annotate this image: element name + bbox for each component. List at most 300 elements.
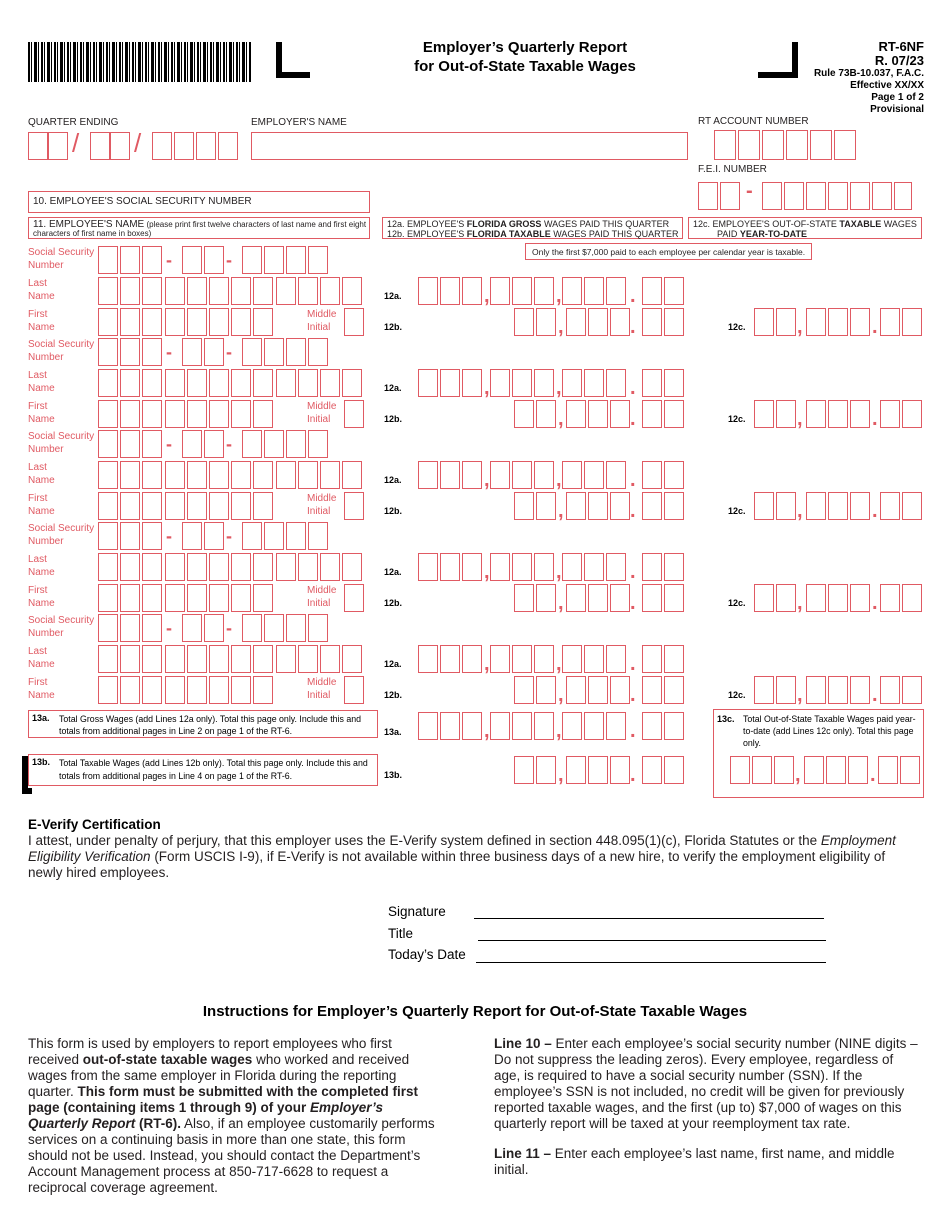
form-rule: Rule 73B-10.037, F.A.C. bbox=[813, 68, 924, 79]
line-11-instruction: Line 11 – Enter each employee’s last name, first name, and middle initial. bbox=[494, 1146, 895, 1177]
line-12c-label: 12c. bbox=[728, 414, 746, 424]
character-box bbox=[610, 584, 630, 612]
character-box bbox=[120, 614, 140, 642]
character-box bbox=[165, 461, 185, 489]
character-box bbox=[182, 430, 202, 458]
character-box bbox=[187, 369, 207, 397]
comma-separator: , bbox=[797, 592, 803, 614]
character-box bbox=[165, 553, 185, 581]
line-12a-label: 12a. bbox=[384, 383, 402, 393]
decimal-separator: . bbox=[630, 561, 636, 583]
date-label: Today’s Date bbox=[388, 947, 466, 962]
character-box bbox=[490, 712, 510, 740]
title-label: Title bbox=[388, 926, 414, 941]
character-box bbox=[776, 400, 796, 428]
character-box bbox=[512, 369, 532, 397]
character-box bbox=[606, 712, 626, 740]
character-box bbox=[776, 492, 796, 520]
character-box bbox=[664, 712, 684, 740]
dash-separator: - bbox=[226, 618, 232, 638]
decimal-separator: . bbox=[872, 500, 878, 522]
line-12a-label: 12a. bbox=[384, 567, 402, 577]
total-13b-label-box: 13b. Total Taxable Wages (add Lines 12b only). Total this page only. Include this and totals from additional pages in Line 4 on page 1 of the RT-6. bbox=[28, 754, 378, 786]
comma-separator: , bbox=[558, 592, 564, 614]
character-box bbox=[165, 645, 185, 673]
comma-separator: , bbox=[795, 764, 801, 786]
character-box bbox=[253, 308, 273, 336]
first-name-row-label: First Name bbox=[28, 309, 55, 333]
decimal-separator: . bbox=[630, 592, 636, 614]
character-box bbox=[642, 461, 662, 489]
character-box bbox=[308, 338, 328, 366]
character-box bbox=[512, 277, 532, 305]
character-box bbox=[534, 553, 554, 581]
character-box bbox=[588, 584, 608, 612]
character-box bbox=[514, 756, 534, 784]
character-box bbox=[342, 277, 362, 305]
line-12b-label: 12b. bbox=[384, 690, 403, 700]
character-box bbox=[536, 308, 556, 336]
character-box bbox=[584, 277, 604, 305]
dash-separator: - bbox=[166, 250, 172, 270]
character-box bbox=[514, 584, 534, 612]
character-box bbox=[253, 584, 273, 612]
character-box bbox=[204, 338, 224, 366]
line-10-header: 10. EMPLOYEE'S SOCIAL SECURITY NUMBER bbox=[28, 191, 370, 213]
dash-separator: - bbox=[166, 618, 172, 638]
character-box bbox=[826, 756, 846, 784]
character-box bbox=[642, 308, 662, 336]
character-box bbox=[754, 400, 774, 428]
character-box bbox=[534, 712, 554, 740]
character-box bbox=[462, 369, 482, 397]
character-box bbox=[584, 645, 604, 673]
character-box bbox=[231, 676, 251, 704]
ssn-row-label: Social Security Number bbox=[28, 431, 95, 455]
character-box bbox=[231, 369, 251, 397]
signature-line[interactable] bbox=[474, 918, 824, 919]
character-box bbox=[536, 756, 556, 784]
character-box bbox=[344, 492, 364, 520]
comma-separator: , bbox=[484, 469, 490, 491]
line-12ab-header: 12a. EMPLOYEE'S FLORIDA GROSS WAGES PAID THIS QUARTER 12b. EMPLOYEE'S FLORIDA TAXABLE WAGES PAID THIS QUARTER bbox=[382, 217, 683, 239]
character-box bbox=[490, 277, 510, 305]
character-box bbox=[642, 400, 662, 428]
decimal-separator: . bbox=[630, 316, 636, 338]
character-box bbox=[187, 400, 207, 428]
character-box bbox=[187, 308, 207, 336]
character-box bbox=[642, 712, 662, 740]
instructions-right bbox=[494, 1036, 922, 1178]
character-box bbox=[642, 756, 662, 784]
character-box bbox=[606, 277, 626, 305]
character-box bbox=[204, 614, 224, 642]
character-box bbox=[512, 553, 532, 581]
character-box bbox=[754, 584, 774, 612]
character-box bbox=[806, 584, 826, 612]
character-box bbox=[806, 400, 826, 428]
character-box bbox=[98, 308, 118, 336]
form-id: RT-6NF bbox=[878, 39, 924, 54]
character-box bbox=[120, 676, 140, 704]
form-title bbox=[340, 38, 710, 76]
first-name-row-label: First Name bbox=[28, 585, 55, 609]
character-box bbox=[120, 430, 140, 458]
character-box bbox=[204, 246, 224, 274]
character-box bbox=[98, 553, 118, 581]
character-box bbox=[850, 584, 870, 612]
character-box bbox=[512, 712, 532, 740]
character-box bbox=[98, 338, 118, 366]
character-box bbox=[664, 492, 684, 520]
ssn-row-label: Social Security Number bbox=[28, 615, 95, 639]
character-box bbox=[880, 308, 900, 336]
character-box bbox=[253, 400, 273, 428]
character-box bbox=[664, 400, 684, 428]
character-box bbox=[664, 756, 684, 784]
comma-separator: , bbox=[484, 653, 490, 675]
character-box bbox=[142, 277, 162, 305]
decimal-separator: . bbox=[872, 684, 878, 706]
character-box bbox=[165, 400, 185, 428]
line-11-header: 11. EMPLOYEE'S NAME (please print first twelve characters of last name and first eight characters of first name in boxes) bbox=[28, 217, 370, 239]
character-box bbox=[187, 676, 207, 704]
character-box bbox=[806, 308, 826, 336]
character-box bbox=[286, 338, 306, 366]
character-box bbox=[828, 676, 848, 704]
comma-separator: , bbox=[556, 561, 562, 583]
character-box bbox=[253, 676, 273, 704]
character-box bbox=[584, 369, 604, 397]
character-box bbox=[342, 553, 362, 581]
character-box bbox=[120, 400, 140, 428]
middle-initial-row-label: Middle Initial bbox=[307, 493, 337, 517]
character-box bbox=[342, 461, 362, 489]
character-box bbox=[187, 461, 207, 489]
comma-separator: , bbox=[558, 684, 564, 706]
character-box bbox=[209, 461, 229, 489]
character-box bbox=[298, 645, 318, 673]
character-box bbox=[664, 645, 684, 673]
character-box bbox=[320, 645, 340, 673]
form-effective: Effective XX/XX bbox=[850, 80, 924, 91]
character-box bbox=[534, 461, 554, 489]
character-box bbox=[231, 645, 251, 673]
total-13a-label-box: 13a. Total Gross Wages (add Lines 12a only). Total this page only. Include this and totals from additional pages in Line 2 on page 1 of the RT-6. bbox=[28, 710, 378, 738]
character-box bbox=[584, 712, 604, 740]
comma-separator: , bbox=[556, 377, 562, 399]
line-12c-header: 12c. EMPLOYEE'S OUT-OF-STATE TAXABLE WAGES PAID YEAR-TO-DATE bbox=[688, 217, 922, 239]
character-box bbox=[231, 461, 251, 489]
character-box bbox=[242, 614, 262, 642]
character-box bbox=[536, 676, 556, 704]
character-box bbox=[276, 461, 296, 489]
character-box bbox=[902, 676, 922, 704]
character-box bbox=[204, 522, 224, 550]
comma-separator: , bbox=[558, 500, 564, 522]
character-box bbox=[142, 246, 162, 274]
title-line-1: Employer’s Quarterly Report bbox=[422, 39, 628, 56]
first-name-row-label: First Name bbox=[28, 493, 55, 517]
character-box bbox=[253, 645, 273, 673]
character-box bbox=[850, 492, 870, 520]
corner-mark-top-right bbox=[758, 42, 798, 78]
character-box bbox=[752, 756, 772, 784]
character-box bbox=[828, 308, 848, 336]
character-box bbox=[264, 614, 284, 642]
form-id-block bbox=[814, 40, 924, 116]
character-box bbox=[142, 400, 162, 428]
character-box bbox=[187, 492, 207, 520]
character-box bbox=[536, 400, 556, 428]
character-box bbox=[562, 369, 582, 397]
character-box bbox=[165, 277, 185, 305]
character-box bbox=[209, 553, 229, 581]
character-box bbox=[418, 712, 438, 740]
character-box bbox=[209, 645, 229, 673]
character-box bbox=[566, 584, 586, 612]
character-box bbox=[98, 492, 118, 520]
character-box bbox=[440, 553, 460, 581]
character-box bbox=[182, 246, 202, 274]
character-box bbox=[900, 756, 920, 784]
last-name-row-label: Last Name bbox=[28, 278, 55, 302]
character-box bbox=[536, 584, 556, 612]
line-10-instruction: Line 10 – Enter each employee’s social security number (NINE digits – Do not suppress the leading zeros). Every employee, regardless of age, is required to have a social security number (SSN). If the employee’s SSN is not included, no credit will be given for previously reported taxable wages, and the first (up to) $7,000 of wages on this quarterly report will be taxed at your reemployment tax rate. bbox=[494, 1036, 918, 1131]
character-box bbox=[490, 369, 510, 397]
character-box bbox=[253, 369, 273, 397]
character-box bbox=[806, 676, 826, 704]
decimal-separator: . bbox=[630, 720, 636, 742]
character-box bbox=[142, 553, 162, 581]
character-box bbox=[610, 308, 630, 336]
character-box bbox=[182, 614, 202, 642]
character-box bbox=[850, 676, 870, 704]
character-box bbox=[253, 553, 273, 581]
character-box bbox=[642, 492, 662, 520]
character-box bbox=[231, 584, 251, 612]
first-name-row-label: First Name bbox=[28, 401, 55, 425]
character-box bbox=[342, 369, 362, 397]
line-12c-label: 12c. bbox=[728, 506, 746, 516]
character-box bbox=[642, 584, 662, 612]
character-box bbox=[642, 553, 662, 581]
title-line[interactable] bbox=[478, 940, 826, 941]
character-box bbox=[165, 584, 185, 612]
character-box bbox=[98, 430, 118, 458]
middle-initial-row-label: Middle Initial bbox=[307, 677, 337, 701]
character-box bbox=[512, 645, 532, 673]
character-box bbox=[440, 369, 460, 397]
character-box bbox=[754, 308, 774, 336]
last-name-row-label: Last Name bbox=[28, 370, 55, 394]
character-box bbox=[774, 756, 794, 784]
middle-initial-row-label: Middle Initial bbox=[307, 401, 337, 425]
character-box bbox=[514, 308, 534, 336]
character-box bbox=[462, 553, 482, 581]
comma-separator: , bbox=[556, 469, 562, 491]
everify-heading: E-Verify Certification bbox=[28, 817, 161, 832]
character-box bbox=[209, 400, 229, 428]
character-box bbox=[566, 400, 586, 428]
character-box bbox=[534, 645, 554, 673]
comma-separator: , bbox=[484, 720, 490, 742]
character-box bbox=[342, 645, 362, 673]
character-box bbox=[880, 492, 900, 520]
character-box bbox=[298, 553, 318, 581]
character-box bbox=[320, 369, 340, 397]
line-12c-label: 12c. bbox=[728, 322, 746, 332]
line-12b-label: 12b. bbox=[384, 322, 403, 332]
middle-initial-row-label: Middle Initial bbox=[307, 585, 337, 609]
character-box bbox=[298, 369, 318, 397]
character-box bbox=[462, 461, 482, 489]
character-box bbox=[142, 338, 162, 366]
character-box bbox=[320, 277, 340, 305]
character-box bbox=[664, 676, 684, 704]
character-box bbox=[231, 553, 251, 581]
character-box bbox=[490, 553, 510, 581]
character-box bbox=[418, 645, 438, 673]
comma-separator: , bbox=[556, 285, 562, 307]
total-13c-box: 13c. Total Out-of-State Taxable Wages paid year-to-date (add Lines 12c only). Total this page only. bbox=[713, 709, 924, 798]
dash-separator: - bbox=[226, 250, 232, 270]
character-box bbox=[253, 492, 273, 520]
character-box bbox=[142, 584, 162, 612]
form-revision: R. 07/23 bbox=[874, 53, 924, 68]
instructions-left: This form is used by employers to report employees who first received out-of-state taxable wages who worked and received wages from the same employer in Florida during the reporting quarter. This form must be submitted with the completed first page (containing items 1 through 9) of your Employer’s Quarterly Report (RT-6). Also, if an employee customarily performs services on a continuing basis in more than one state, this form should not be used. Instead, you should contact the Department’s Account Management process at 850-717-6628 to request a reciprocal coverage agreement. bbox=[28, 1036, 435, 1195]
form-page: Page 1 of 2 bbox=[871, 92, 924, 103]
decimal-separator: . bbox=[630, 377, 636, 399]
character-box bbox=[776, 584, 796, 612]
line-12a-label: 12a. bbox=[384, 475, 402, 485]
character-box bbox=[776, 676, 796, 704]
character-box bbox=[344, 676, 364, 704]
character-box bbox=[209, 676, 229, 704]
character-box bbox=[165, 492, 185, 520]
character-box bbox=[286, 430, 306, 458]
character-box bbox=[462, 645, 482, 673]
character-box bbox=[566, 308, 586, 336]
character-box bbox=[850, 308, 870, 336]
character-box bbox=[264, 522, 284, 550]
character-box bbox=[231, 400, 251, 428]
character-box bbox=[606, 645, 626, 673]
character-box bbox=[850, 400, 870, 428]
character-box bbox=[142, 676, 162, 704]
character-box bbox=[187, 553, 207, 581]
character-box bbox=[562, 461, 582, 489]
character-box bbox=[566, 676, 586, 704]
line-12b-label: 12b. bbox=[384, 598, 403, 608]
character-box bbox=[142, 430, 162, 458]
character-box bbox=[588, 400, 608, 428]
character-box bbox=[253, 277, 273, 305]
character-box bbox=[308, 522, 328, 550]
decimal-separator: . bbox=[872, 592, 878, 614]
line-12a-label: 12a. bbox=[384, 659, 402, 669]
character-box bbox=[120, 308, 140, 336]
decimal-separator: . bbox=[630, 500, 636, 522]
character-box bbox=[320, 461, 340, 489]
character-box bbox=[98, 584, 118, 612]
dash-separator: - bbox=[226, 526, 232, 546]
character-box bbox=[902, 400, 922, 428]
character-box bbox=[253, 461, 273, 489]
character-box bbox=[142, 614, 162, 642]
form-status: Provisional bbox=[870, 104, 924, 115]
character-box bbox=[512, 461, 532, 489]
character-box bbox=[142, 492, 162, 520]
title-line-2: for Out-of-State Taxable Wages bbox=[414, 58, 636, 75]
character-box bbox=[242, 246, 262, 274]
date-line[interactable] bbox=[476, 962, 826, 963]
character-box bbox=[902, 492, 922, 520]
character-box bbox=[98, 277, 118, 305]
taxable-limit-note: Only the first $7,000 paid to each employee per calendar year is taxable. bbox=[525, 243, 812, 260]
character-box bbox=[187, 645, 207, 673]
character-box bbox=[828, 492, 848, 520]
character-box bbox=[606, 369, 626, 397]
character-box bbox=[610, 492, 630, 520]
character-box bbox=[880, 400, 900, 428]
character-box bbox=[98, 246, 118, 274]
dash-separator: - bbox=[226, 342, 232, 362]
character-box bbox=[344, 400, 364, 428]
character-box bbox=[664, 369, 684, 397]
character-box bbox=[642, 676, 662, 704]
character-box bbox=[418, 369, 438, 397]
comma-separator: , bbox=[484, 285, 490, 307]
comma-separator: , bbox=[558, 316, 564, 338]
character-box bbox=[588, 492, 608, 520]
line-13a-label: 13a. bbox=[384, 727, 402, 737]
character-box bbox=[242, 430, 262, 458]
character-box bbox=[776, 308, 796, 336]
character-box bbox=[182, 338, 202, 366]
character-box bbox=[562, 712, 582, 740]
employer-name-field[interactable] bbox=[251, 132, 688, 160]
comma-separator: , bbox=[558, 764, 564, 786]
rt-account-label: RT ACCOUNT NUMBER bbox=[698, 116, 809, 127]
quarter-ending-label: QUARTER ENDING bbox=[28, 117, 119, 128]
character-box bbox=[664, 277, 684, 305]
decimal-separator: . bbox=[630, 469, 636, 491]
line-12b-label: 12b. bbox=[384, 506, 403, 516]
character-box bbox=[308, 430, 328, 458]
everify-text: I attest, under penalty of perjury, that this employer uses the E-Verify system defined in section 448.095(1)(c), Florida Statutes or the Employment Eligibility Verification (Form USCIS I-9), if E-Verify is not available within three business days of a new hire, to verify the employment eligibility of newly hired employees. bbox=[28, 833, 896, 880]
character-box bbox=[98, 522, 118, 550]
character-box bbox=[276, 277, 296, 305]
decimal-separator: . bbox=[872, 408, 878, 430]
character-box bbox=[588, 308, 608, 336]
character-box bbox=[344, 584, 364, 612]
character-box bbox=[878, 756, 898, 784]
middle-initial-row-label: Middle Initial bbox=[307, 309, 337, 333]
fei-label: F.E.I. NUMBER bbox=[698, 164, 767, 175]
character-box bbox=[120, 461, 140, 489]
employer-name-label: EMPLOYER'S NAME bbox=[251, 117, 347, 128]
character-box bbox=[642, 645, 662, 673]
character-box bbox=[264, 246, 284, 274]
character-box bbox=[664, 584, 684, 612]
character-box bbox=[264, 338, 284, 366]
comma-separator: , bbox=[797, 316, 803, 338]
character-box bbox=[534, 369, 554, 397]
character-box bbox=[566, 756, 586, 784]
character-box bbox=[286, 246, 306, 274]
character-box bbox=[120, 492, 140, 520]
